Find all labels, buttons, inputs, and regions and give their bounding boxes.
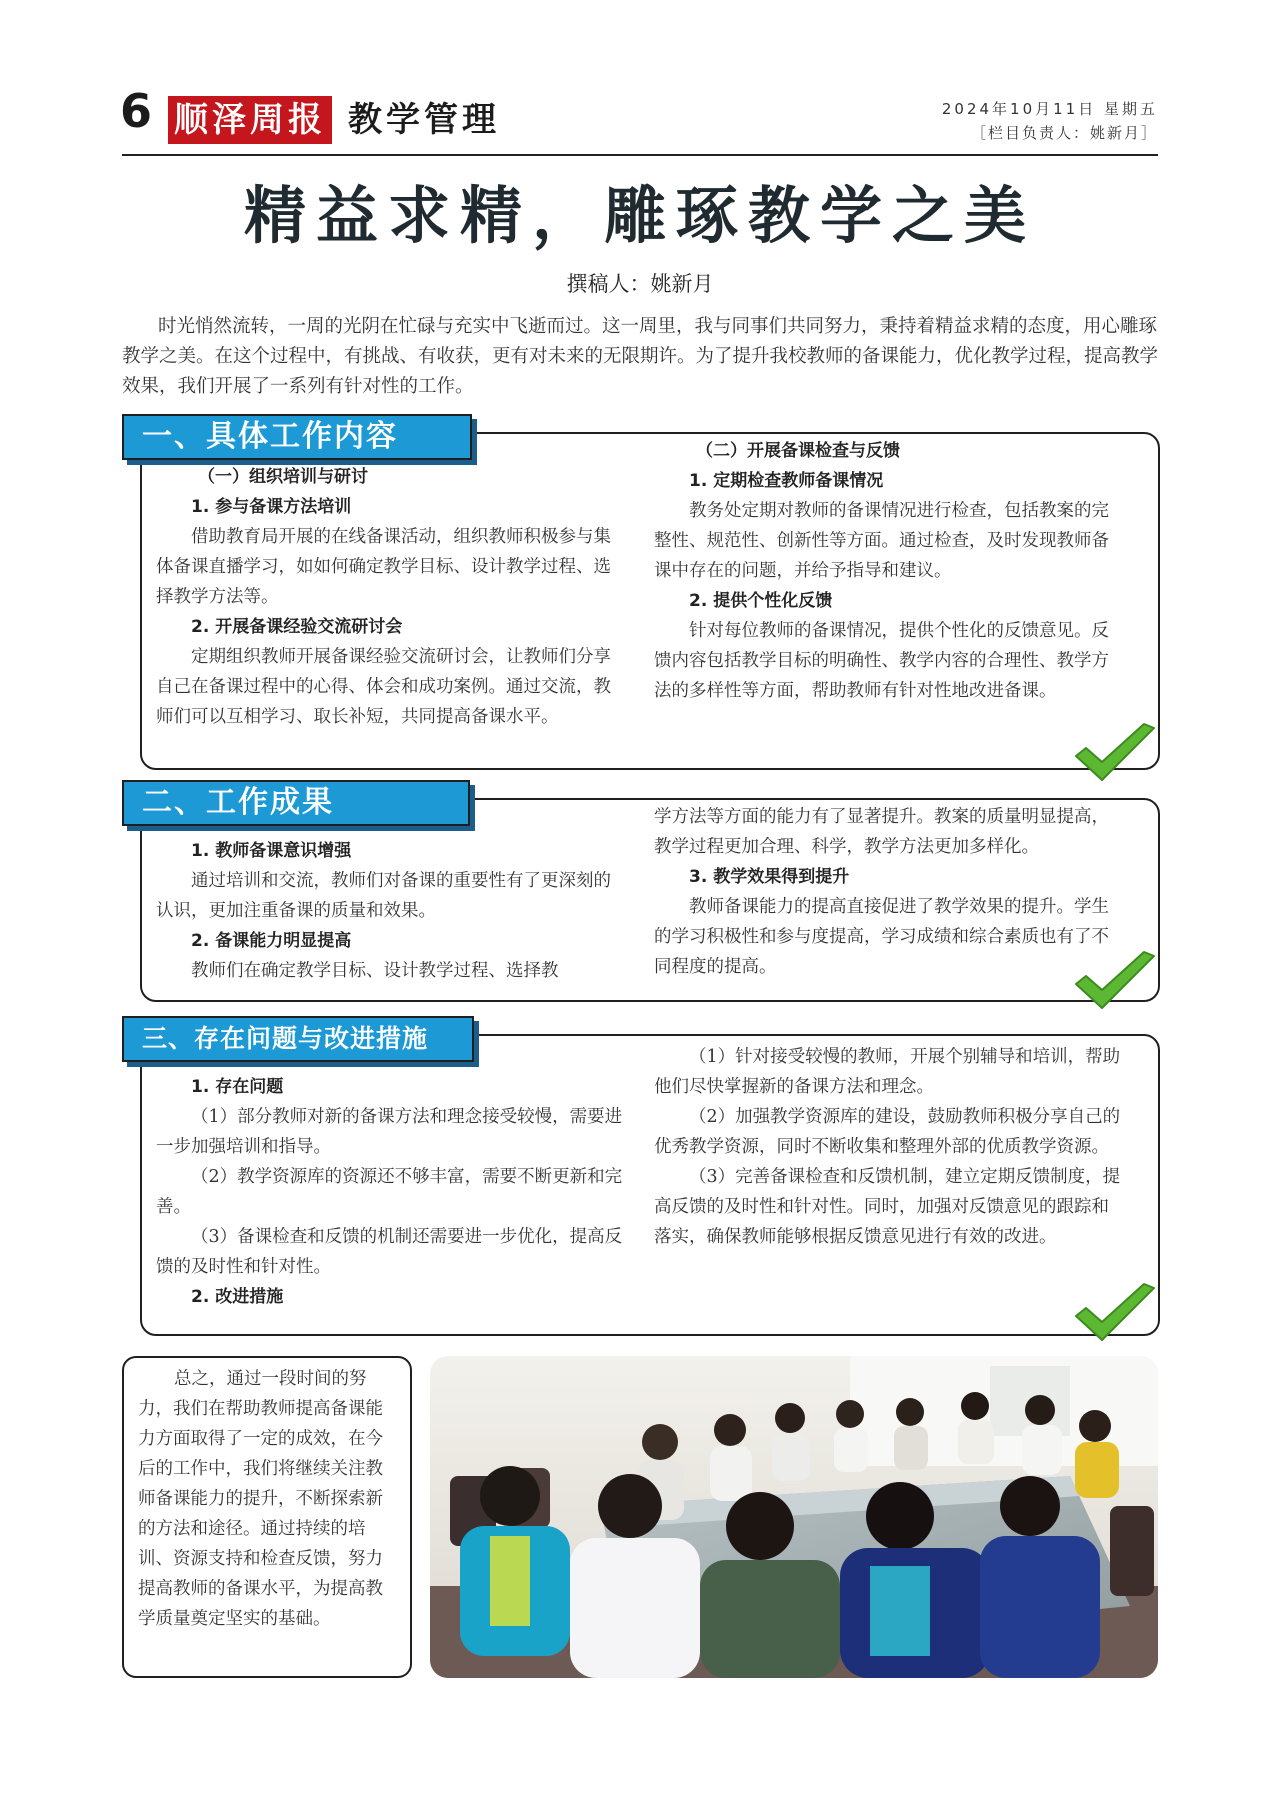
article-byline: 撰稿人：姚新月	[566, 272, 714, 296]
header-divider	[122, 154, 1158, 156]
item-method-training-title: 1. 参与备课方法培训	[191, 497, 352, 517]
checkmark-icon	[1072, 1282, 1158, 1344]
item-feedback-text: 针对每位教师的备课情况，提供个性化的反馈意见。反馈内容包括教学目标的明确性、教学内容的合理性、教学方法的多样性等方面，帮助教师有针对性地改进备课。	[654, 621, 1109, 701]
subsection-inspection-title: （二）开展备课检查与反馈	[696, 441, 900, 461]
section-results-tab: 二、工作成果	[122, 780, 470, 826]
item-feedback-title: 2. 提供个性化反馈	[689, 591, 833, 611]
item-awareness-title: 1. 教师备课意识增强	[191, 841, 352, 861]
column-editor: ［栏目负责人：姚新月］	[970, 124, 1158, 142]
measure-2: （2）加强教学资源库的建设，鼓励教师积极分享自己的优秀教学资源，同时不断收集和整理外部的优质教学资源。	[654, 1107, 1121, 1157]
item-regular-check-text: 教务处定期对教师的备课情况进行检查，包括教案的完整性、规范性、创新性等方面。通过检查，及时发现教师备课中存在的问题，并给予指导和建议。	[654, 501, 1109, 581]
problem-2: （2）教学资源库的资源还不够丰富，需要不断更新和完善。	[156, 1167, 623, 1217]
issue-date: 2024年10月11日 星期五	[941, 100, 1158, 118]
problem-3: （3）备课检查和反馈的机制还需要进一步优化，提高反馈的及时性和针对性。	[156, 1227, 623, 1277]
subsection-training-title: （一）组织培训与研讨	[198, 467, 368, 487]
page-number: 6	[120, 84, 153, 138]
item-regular-check-title: 1. 定期检查教师备课情况	[689, 471, 884, 491]
item-ability-title: 2. 备课能力明显提高	[191, 931, 352, 951]
summary-box	[122, 1356, 412, 1678]
measures-title: 2. 改进措施	[191, 1287, 284, 1307]
section2-left-column	[156, 836, 626, 986]
summary-text: 总之，通过一段时间的努力，我们在帮助教师提高备课能力方面取得了一定的成效，在今后的工作中，我们将继续关注教师备课能力的提升，不断探索新的方法和途径。通过持续的培训、资源支持和检查反馈，努力提高教师的备课水平，为提高教学质量奠定坚实的基础。	[138, 1369, 383, 1629]
section-work-content-tab: 一、具体工作内容	[122, 414, 472, 460]
item-awareness-text: 通过培训和交流，教师们对备课的重要性有了更深刻的认识，更加注重备课的质量和效果。	[156, 871, 611, 921]
checkmark-icon	[1072, 950, 1158, 1012]
article-title: 精益求精，雕琢教学之美	[243, 179, 1036, 252]
section-issues-tab: 三、存在问题与改进措施	[122, 1016, 474, 1062]
problems-title: 1. 存在问题	[191, 1077, 284, 1097]
checkmark-icon	[1072, 722, 1158, 784]
measure-3: （3）完善备课检查和反馈机制，建立定期反馈制度，提高反馈的及时性和针对性。同时，加强对反馈意见的跟踪和落实，确保教师能够根据反馈意见进行有效的改进。	[654, 1167, 1121, 1247]
section3-right-column	[654, 1042, 1124, 1252]
meeting-photo	[430, 1356, 1158, 1678]
item-exchange-seminar-text: 定期组织教师开展备课经验交流研讨会，让教师们分享自己在备课过程中的心得、体会和成功案例。通过交流，教师们可以互相学习、取长补短，共同提高备课水平。	[156, 647, 611, 727]
item-effect-text: 教师备课能力的提高直接促进了教学效果的提升。学生的学习积极性和参与度提高，学习成绩和综合素质也有了不同程度的提高。	[654, 897, 1109, 977]
problem-1: （1）部分教师对新的备课方法和理念接受较慢，需要进一步加强培训和指导。	[156, 1107, 623, 1157]
item-exchange-seminar-title: 2. 开展备课经验交流研讨会	[191, 617, 403, 637]
item-method-training-text: 借助教育局开展的在线备课活动，组织教师积极参与集体备课直播学习，如如何确定教学目标、设计教学过程、选择教学方法等。	[156, 527, 611, 607]
meeting-photo-illustration	[430, 1356, 1158, 1678]
item-effect-title: 3. 教学效果得到提升	[689, 867, 850, 887]
section1-left-column	[156, 462, 626, 732]
section3-left-column	[156, 1072, 626, 1312]
section2-right-column	[654, 802, 1124, 982]
newspaper-masthead: 顺泽周报	[168, 96, 332, 144]
article-intro: 时光悄然流转，一周的光阴在忙碌与充实中飞逝而过。这一周里，我与同事们共同努力，秉持着精益求精的态度，用心雕琢教学之美。在这个过程中，有挑战、有收获，更有对未来的无限期许。为了提升我校教师的备课能力，优化教学过程，提高教学效果，我们开展了一系列有针对性的工作。	[122, 316, 1159, 397]
measure-1: （1）针对接受较慢的教师，开展个别辅导和培训，帮助他们尽快掌握新的备课方法和理念。	[654, 1047, 1121, 1097]
item-ability-text-b: 学方法等方面的能力有了显著提升。教案的质量明显提高，教学过程更加合理、科学，教学方法更加多样化。	[654, 807, 1109, 857]
section-name: 教学管理	[348, 100, 500, 140]
section1-right-column	[654, 436, 1124, 706]
item-ability-text-a: 教师们在确定教学目标、设计教学过程、选择教	[191, 961, 559, 981]
